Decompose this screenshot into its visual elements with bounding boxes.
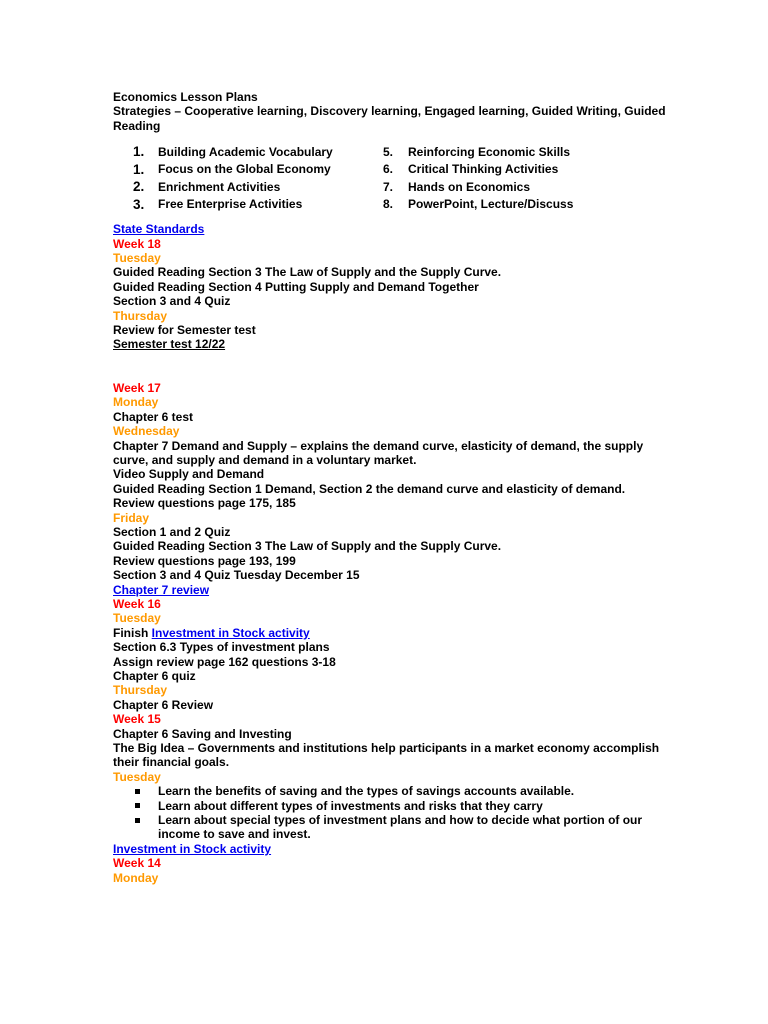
lesson-line: Guided Reading Section 1 Demand, Section 2 the demand curve and elasticity of demand. bbox=[113, 481, 626, 496]
numbered-list-right bbox=[383, 143, 573, 213]
list-number: 8. bbox=[383, 197, 394, 212]
bullet-item: Learn about different types of investments and risks that they carry bbox=[113, 799, 673, 813]
lesson-line: Guided Reading Section 3 The Law of Supply and the Supply Curve. bbox=[113, 539, 502, 554]
lesson-line: Guided Reading Section 3 The Law of Supply and the Supply Curve. bbox=[113, 265, 502, 280]
state-standards-link[interactable]: State Standards bbox=[113, 222, 205, 237]
bullet-item: Learn the benefits of saving and the types of savings accounts available. bbox=[113, 784, 673, 798]
lesson-line: Video Supply and Demand bbox=[113, 467, 265, 482]
list-text: PowerPoint, Lecture/Discuss bbox=[408, 197, 574, 212]
lesson-line: Assign review page 162 questions 3-18 bbox=[113, 654, 336, 669]
day-heading: Friday bbox=[113, 510, 150, 525]
list-text: Critical Thinking Activities bbox=[408, 162, 559, 177]
lesson-line: Chapter 6 quiz bbox=[113, 669, 196, 683]
list-number: 3. bbox=[133, 196, 145, 212]
lesson-line: Review questions page 175, 185 bbox=[113, 496, 296, 511]
day-heading: Tuesday bbox=[113, 769, 161, 784]
strategies-line: Strategies – Cooperative learning, Discovery learning, Engaged learning, Guided Writing, Guided Reading bbox=[113, 104, 666, 133]
lesson-line: Chapter 7 Demand and Supply – explains the demand curve, elasticity of demand, the supply curve, and supply and demand in a voluntary market. bbox=[113, 438, 644, 467]
list-text: Free Enterprise Activities bbox=[158, 197, 303, 212]
investment-stock-link[interactable]: Investment in Stock activity bbox=[113, 841, 272, 856]
numbered-list bbox=[113, 143, 673, 213]
chapter-7-review-link[interactable]: Chapter 7 review bbox=[113, 582, 210, 597]
list-text: Building Academic Vocabulary bbox=[158, 144, 333, 159]
finish-label: Finish bbox=[113, 625, 152, 640]
lesson-line: Guided Reading Section 4 Putting Supply and Demand Together bbox=[113, 279, 479, 294]
lesson-line: Review questions page 193, 199 bbox=[113, 553, 296, 568]
list-text: Enrichment Activities bbox=[158, 179, 281, 194]
list-item bbox=[133, 161, 333, 179]
semester-test-line: Semester test 12/22 bbox=[113, 337, 226, 352]
list-number: 5. bbox=[383, 144, 394, 159]
day-heading: Monday bbox=[113, 395, 159, 410]
day-heading: Wednesday bbox=[113, 424, 180, 439]
lesson-line: Review for Semester test bbox=[113, 323, 256, 338]
week-heading: Week 17 bbox=[113, 380, 161, 395]
list-item bbox=[383, 196, 573, 214]
big-idea-line: The Big Idea – Governments and institutions help participants in a market economy accomplish their financial goals. bbox=[113, 741, 660, 770]
lesson-line: Chapter 6 test bbox=[113, 409, 194, 424]
day-heading: Thursday bbox=[113, 308, 168, 323]
investment-stock-link[interactable]: Investment in Stock activity bbox=[151, 625, 310, 640]
list-number: 6. bbox=[383, 162, 394, 177]
lesson-line: Chapter 6 Review bbox=[113, 697, 214, 712]
list-item bbox=[383, 143, 573, 161]
document-body bbox=[113, 90, 673, 885]
lesson-line: Section 3 and 4 Quiz Tuesday December 15 bbox=[113, 568, 360, 583]
list-item bbox=[133, 143, 333, 161]
lesson-line: Section 1 and 2 Quiz bbox=[113, 524, 231, 539]
list-text: Reinforcing Economic Skills bbox=[408, 144, 571, 159]
week-heading: Week 15 bbox=[113, 712, 161, 727]
list-number: 1. bbox=[133, 161, 145, 177]
list-text: Hands on Economics bbox=[408, 179, 531, 194]
day-heading: Thursday bbox=[113, 683, 168, 698]
day-heading: Monday bbox=[113, 870, 159, 885]
lesson-line: Chapter 6 Saving and Investing bbox=[113, 726, 292, 741]
list-number: 2. bbox=[133, 179, 145, 195]
lesson-line: Section 3 and 4 Quiz bbox=[113, 294, 231, 309]
finish-line bbox=[113, 626, 673, 640]
list-number: 1. bbox=[133, 144, 145, 160]
list-item bbox=[133, 178, 333, 196]
list-item bbox=[133, 196, 333, 214]
numbered-list-left bbox=[133, 143, 333, 213]
list-text: Focus on the Global Economy bbox=[158, 162, 331, 177]
list-item bbox=[383, 178, 573, 196]
bullet-item: Learn about special types of investment plans and how to decide what portion of our income to save and invest. bbox=[113, 813, 673, 842]
week-heading: Week 18 bbox=[113, 236, 161, 251]
list-item bbox=[383, 161, 573, 179]
doc-title: Economics Lesson Plans bbox=[113, 90, 258, 104]
lesson-line: Section 6.3 Types of investment plans bbox=[113, 640, 330, 655]
day-heading: Tuesday bbox=[113, 251, 161, 266]
list-number: 7. bbox=[383, 179, 394, 194]
week-heading: Week 14 bbox=[113, 856, 161, 871]
day-heading: Tuesday bbox=[113, 611, 161, 626]
week-heading: Week 16 bbox=[113, 596, 161, 611]
bullet-list bbox=[113, 784, 673, 842]
